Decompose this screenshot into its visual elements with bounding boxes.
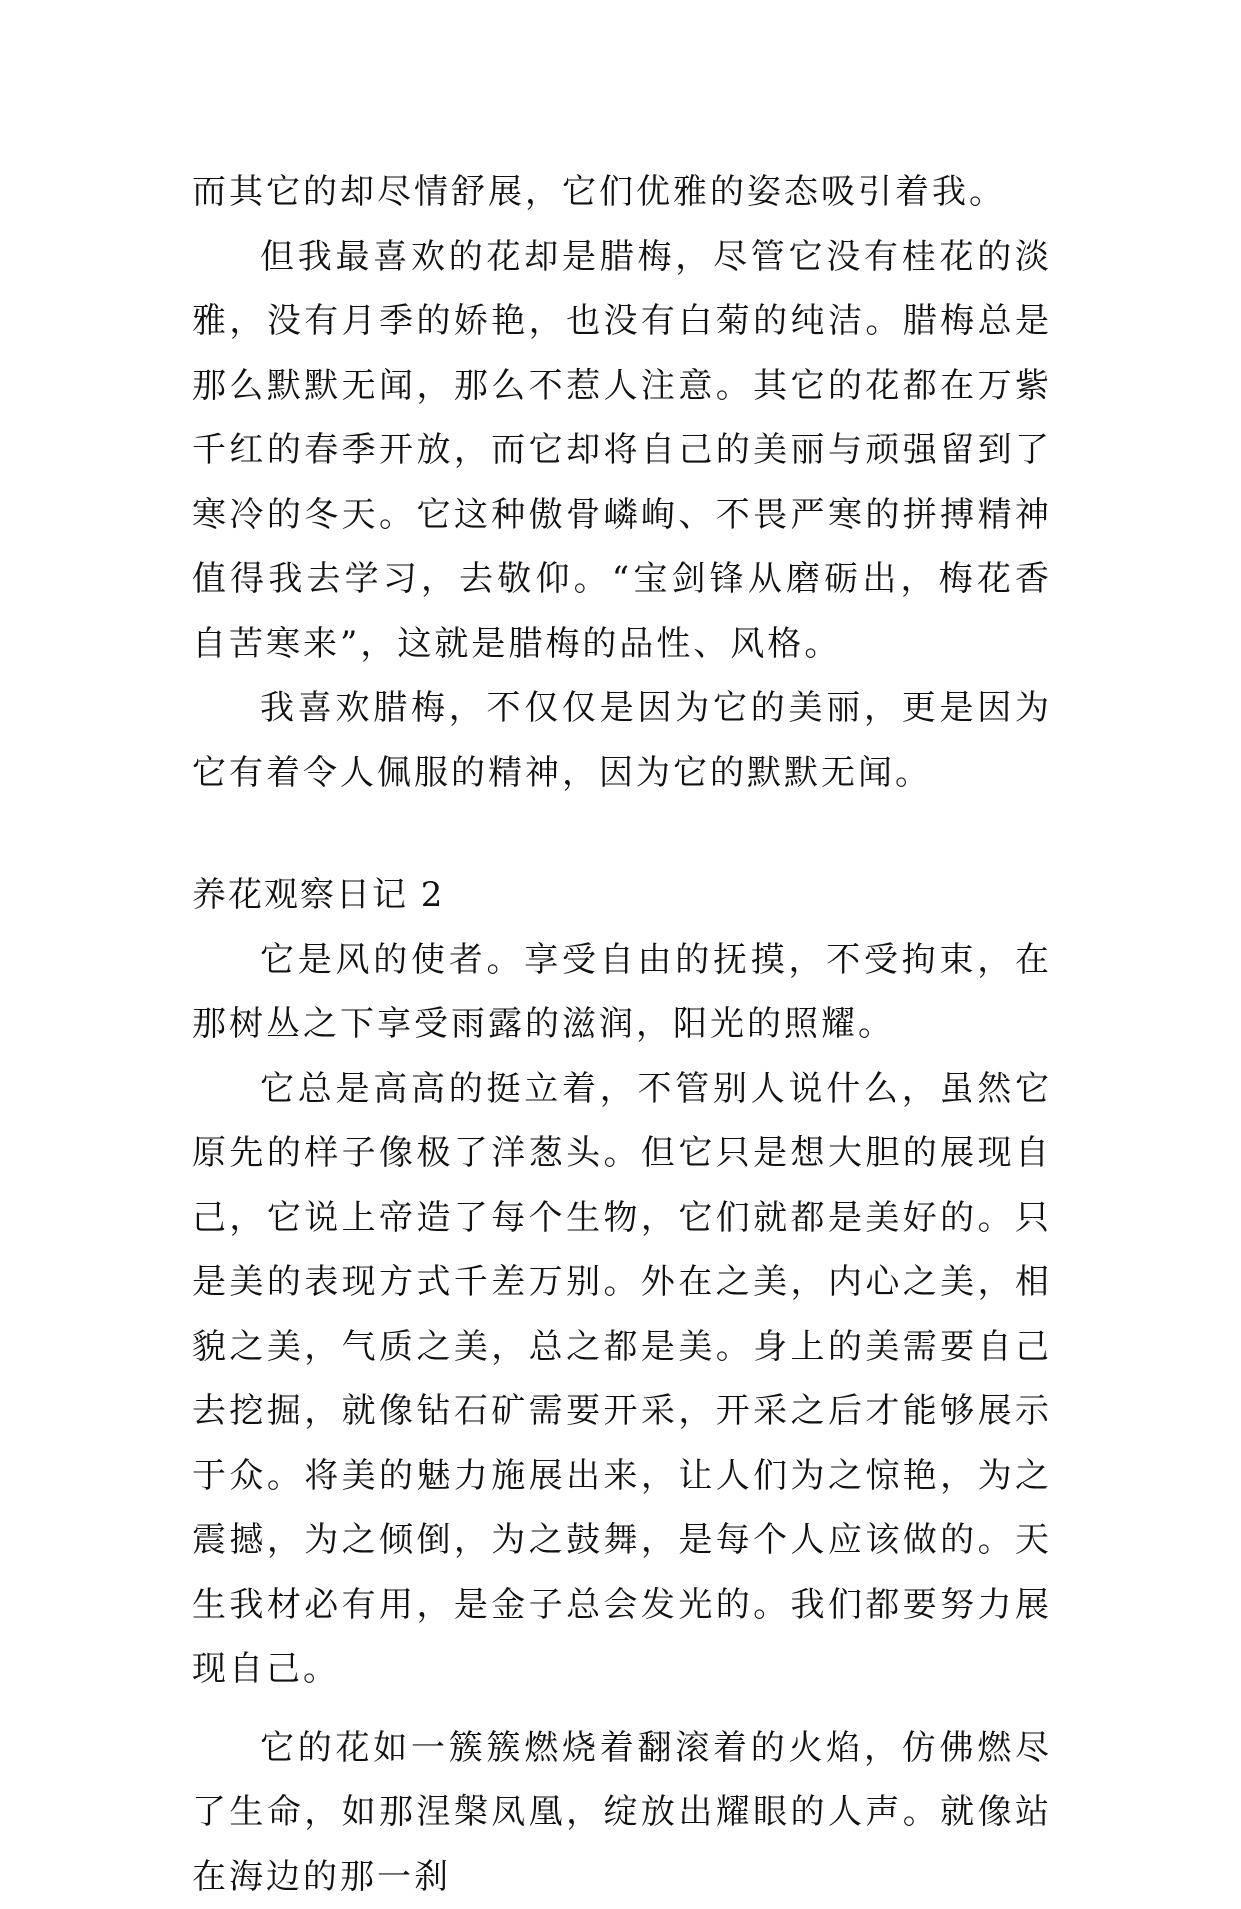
paragraph-continuation: 而其它的却尽情舒展，它们优雅的姿态吸引着我。 [192, 160, 1052, 225]
paragraph-like-wintersweet: 我喜欢腊梅，不仅仅是因为它的美丽，更是因为它有着令人佩服的精神，因为它的默默无闻。 [192, 676, 1052, 805]
section-title: 养花观察日记 2 [192, 863, 1052, 928]
document-body [192, 160, 1052, 1909]
paragraph-standing-tall: 它总是高高的挺立着，不管别人说什么，虽然它原先的样子像极了洋葱头。但它只是想大胆的展现自己，它说上帝造了每个生物，它们就都是美好的。只是美的表现方式千差万别。外在之美，内心之美，相貌之美，气质之美，总之都是美。身上的美需要自己去挖掘，就像钻石矿需要开采，开采之后才能够展示于众。将美的魅力施展出来，让人们为之惊艳，为之震撼，为之倾倒，为之鼓舞，是每个人应该做的。天生我材必有用，是金子总会发光的。我们都要努力展现自己。 [192, 1057, 1052, 1702]
paragraph-wintersweet: 但我最喜欢的花却是腊梅，尽管它没有桂花的淡雅，没有月季的娇艳，也没有白菊的纯洁。腊梅总是那么默默无闻，那么不惹人注意。其它的花都在万紫千红的春季开放，而它却将自己的美丽与顽强留到了寒冷的冬天。它这种傲骨嶙峋、不畏严寒的拼搏精神值得我去学习，去敬仰。“宝剑锋从磨砺出，梅花香自苦寒来”，这就是腊梅的品性、风格。 [192, 225, 1052, 677]
paragraph-wind-messenger: 它是风的使者。享受自由的抚摸，不受拘束，在那树丛之下享受雨露的滋润，阳光的照耀。 [192, 928, 1052, 1057]
paragraph-flame-flowers: 它的花如一簇簇燃烧着翻滚着的火焰，仿佛燃尽了生命，如那涅槃凤凰，绽放出耀眼的人声。就像站在海边的那一刹 [192, 1716, 1052, 1909]
